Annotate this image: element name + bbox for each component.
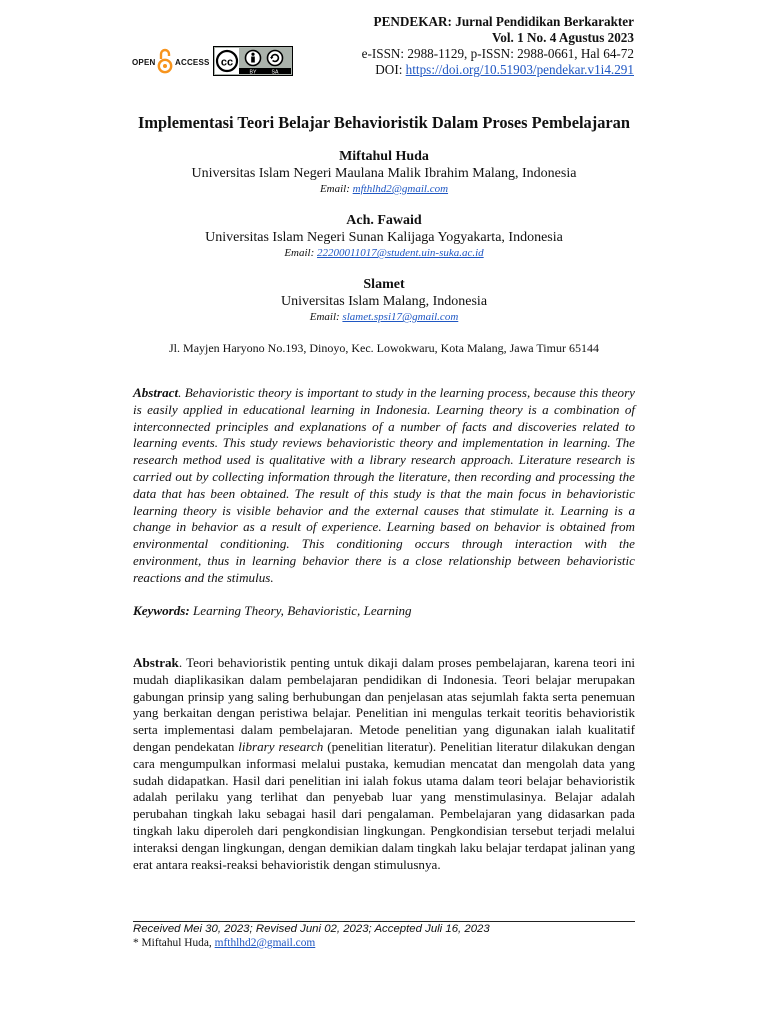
footer-divider bbox=[133, 921, 635, 922]
author-email-line bbox=[0, 310, 768, 324]
journal-title: PENDEKAR: Jurnal Pendidikan Berkarakter bbox=[373, 14, 634, 29]
author-email-line bbox=[0, 182, 768, 196]
abstract-text: . Behavioristic theory is important to study in the learning process, because this theory is easily applied in educational learning in Indonesia. Learning theory is a combination of interconnected principles and explanations of a number of facts and discoveries related to learning events. This study reviews behavioristic theory and implementation in learning. The research method used is qualitative with a library research approach. Literature research is carried out by collecting information through the literature, then recording and processing the data that has been obtained. The result of this study is that the main focus in behavioristic learning theory is visible behavior and the external causes that stimulate it. Learning is a change in behavior as a result of experience. Learning based on behavior is obtained from environmental conditioning. This conditioning occurs through interaction with the environment, thus in learning behavior there is a close relationship between behavioristic reactions and the stimulus. bbox=[133, 385, 635, 585]
journal-issn: e-ISSN: 2988-1129, p-ISSN: 2988-0661, Hal 64-72 bbox=[361, 46, 634, 61]
author-3 bbox=[0, 276, 768, 324]
abstract-indonesian bbox=[133, 655, 635, 873]
svg-text:cc: cc bbox=[220, 56, 234, 69]
cc-sa-label: SA bbox=[271, 69, 279, 76]
journal-doi bbox=[362, 62, 634, 78]
open-access-word-right: ACCESS bbox=[175, 58, 210, 67]
abstrak-italic: library research bbox=[238, 738, 324, 754]
abstrak-lead: Abstrak bbox=[133, 655, 179, 670]
abstract-english bbox=[133, 385, 635, 587]
journal-volume: Vol. 1 No. 4 Agustus 2023 bbox=[491, 30, 634, 45]
keywords bbox=[133, 603, 635, 619]
open-lock-icon bbox=[157, 48, 173, 74]
open-access-word-left: OPEN bbox=[132, 58, 156, 67]
author-email-line bbox=[0, 246, 768, 260]
journal-header bbox=[362, 14, 634, 78]
paper-title: Implementasi Teori Belajar Behavioristik Dalam Proses Pembelajaran bbox=[138, 113, 630, 132]
abstrak-text-2: (penelitian literatur). Penelitian literatur dilakukan dengan cara mengumpulkan informasi melalui pustaka, kemudian mencatat dan mengolah data yang sudah didapatkan. Hasil dari penelitian ini ialah fokus utama dalam teori belajar behavioristik adalah perilaku yang terlihat dan penyebab luar yang menstimulasinya. Belajar adalah perubahan tingkah laku sebagai hasil dari pengalaman. Pembelajaran yang didasarkan pada tingkah laku diperoleh dari pengkondisian lingkungan. Pengkondisian tersebut terjadi melalui interaksi dengan lingkungan, dengan demikian dalam tingkah laku belajar terdapat jalinan yang erat antara reaksi-reaksi behavioristik dengan stimulusnya. bbox=[133, 738, 635, 872]
keywords-lead: Keywords: bbox=[133, 603, 190, 618]
corresponding-author bbox=[133, 937, 315, 949]
author-1 bbox=[0, 148, 768, 196]
keywords-text: Learning Theory, Behavioristic, Learning bbox=[189, 603, 412, 618]
cc-by-sa-icon bbox=[213, 46, 293, 76]
author-affiliation: Universitas Islam Negeri Sunan Kalijaga Yogyakarta, Indonesia bbox=[205, 230, 563, 245]
doi-label: DOI: bbox=[375, 62, 406, 77]
institution-address: Jl. Mayjen Haryono No.193, Dinoyo, Kec. Lowokwaru, Kota Malang, Jawa Timur 65144 bbox=[169, 341, 599, 355]
email-label: Email: bbox=[319, 183, 353, 195]
author-email-link[interactable]: slamet.spsi17@gmail.com bbox=[342, 311, 459, 323]
author-affiliation: Universitas Islam Malang, Indonesia bbox=[280, 294, 488, 309]
doi-link[interactable]: https://doi.org/10.51903/pendekar.v1i4.291 bbox=[405, 62, 634, 77]
author-email-link[interactable]: 22200011017@student.uin-suka.ac.id bbox=[317, 247, 484, 259]
author-2 bbox=[0, 212, 768, 260]
abstract-lead: Abstract bbox=[133, 385, 179, 400]
open-access-logo bbox=[132, 46, 212, 78]
author-name: Ach. Fawaid bbox=[346, 213, 422, 228]
abstrak-text-1: . Teori behavioristik penting untuk dikaji dalam proses pembelajaran, karena teori ini mudah diaplikasikan dalam pembelajaran pendidikan di Indonesia. Teori belajar merupakan gabungan prinsip yang saling berhubungan dan penjelasan atas sejumlah fakta serta penemuan yang berkaitan dengan peristiwa belajar. Penelitian ini mengulas terkait teoritis behavioristik serta implementasi dalam pembelajaran. Metode penelitian yang digunakan ialah kualitatif dengan pendekatan bbox=[133, 655, 635, 754]
author-affiliation: Universitas Islam Negeri Maulana Malik Ibrahim Malang, Indonesia bbox=[191, 166, 577, 181]
received-dates: Received Mei 30, 2023; Revised Juni 02, 2023; Accepted Juli 16, 2023 bbox=[133, 923, 490, 935]
author-email-link[interactable]: mfthlhd2@gmail.com bbox=[352, 183, 449, 195]
author-name: Slamet bbox=[363, 277, 405, 292]
email-label: Email: bbox=[284, 247, 318, 259]
corresp-email-link[interactable]: mfthlhd2@gmail.com bbox=[214, 937, 316, 949]
corresp-prefix: * Miftahul Huda, bbox=[133, 937, 215, 949]
email-label: Email: bbox=[309, 311, 343, 323]
author-name: Miftahul Huda bbox=[339, 149, 429, 164]
cc-by-label: BY bbox=[249, 69, 257, 76]
